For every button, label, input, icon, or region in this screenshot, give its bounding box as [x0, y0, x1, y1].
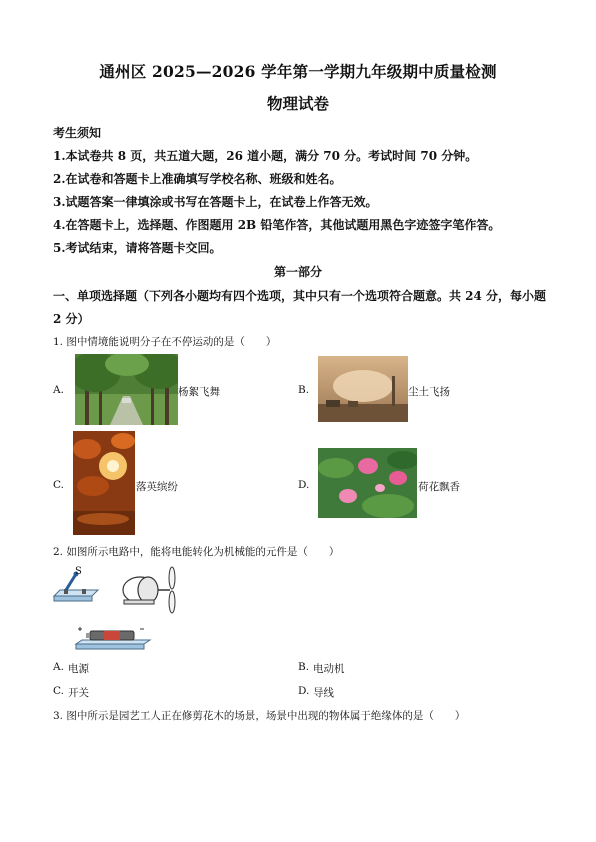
q1-option-b-letter: B.: [298, 384, 310, 396]
notice-heading: 考生须知: [53, 126, 102, 140]
question-2-stem: 2. 如图所示电路中，能将电能转化为机械能的元件是（ ）: [53, 546, 340, 558]
q2-option-b-text: 电动机: [313, 663, 345, 675]
q1-option-d-caption: 荷花飘香: [418, 481, 460, 493]
exam-title: 通州区 2025—2026 学年第一学期九年级期中质量检测: [99, 62, 497, 81]
q1-option-a-caption: 杨絮飞舞: [178, 386, 220, 398]
notice-item: 4.在答题卡上，选择题、作图题用 2B 铅笔作答，其他试题用黑色字迹签字笔作答。: [53, 218, 501, 232]
q2-option-d-letter: D.: [298, 685, 310, 697]
part-heading: 第一部分: [273, 265, 322, 279]
notice-item: 1.本试卷共 8 页，共五道大题，26 道小题，满分 70 分。考试时间 70 分钟。: [53, 149, 478, 163]
section-heading: 一、单项选择题（下列各小题均有四个选项，其中只有一个选项符合题意。共 24 分，每小题: [53, 289, 547, 303]
notice-item: 5.考试结束，请将答题卡交回。: [53, 241, 222, 255]
q2-option-c-text: 开关: [68, 687, 89, 699]
q1-option-d-image: [318, 448, 417, 518]
motor-diagram: [118, 566, 182, 616]
section-heading-cont: 2 分）: [53, 312, 90, 326]
switch-label: S: [75, 566, 82, 577]
q1-option-c-image: [73, 431, 135, 535]
question-1-stem: 1. 图中情境能说明分子在不停运动的是（ ）: [53, 336, 277, 348]
q1-option-c-letter: C.: [53, 479, 64, 491]
notice-item: 3.试题答案一律填涂或书写在答题卡上，在试卷上作答无效。: [53, 195, 378, 209]
q2-option-b-letter: B.: [298, 661, 310, 673]
q1-option-b-caption: 尘土飞扬: [408, 386, 450, 398]
exam-subtitle: 物理试卷: [266, 94, 329, 113]
q1-option-b-image: [318, 356, 408, 422]
q1-option-a-letter: A.: [53, 384, 64, 396]
q2-option-d-text: 导线: [313, 687, 334, 699]
q2-option-a-text: 电源: [68, 663, 89, 675]
q1-option-a-image: [75, 354, 178, 425]
q1-option-c-caption: 落英缤纷: [136, 481, 178, 493]
q2-option-a-letter: A.: [53, 661, 64, 673]
battery-diagram: [74, 626, 152, 652]
q2-option-c-letter: C.: [53, 685, 64, 697]
question-3-stem: 3. 图中所示是园艺工人正在修剪花木的场景，场景中出现的物体属于绝缘体的是（ ）: [53, 710, 466, 722]
notice-item: 2.在试卷和答题卡上准确填写学校名称、班级和姓名。: [53, 172, 342, 186]
q1-option-d-letter: D.: [298, 479, 310, 491]
